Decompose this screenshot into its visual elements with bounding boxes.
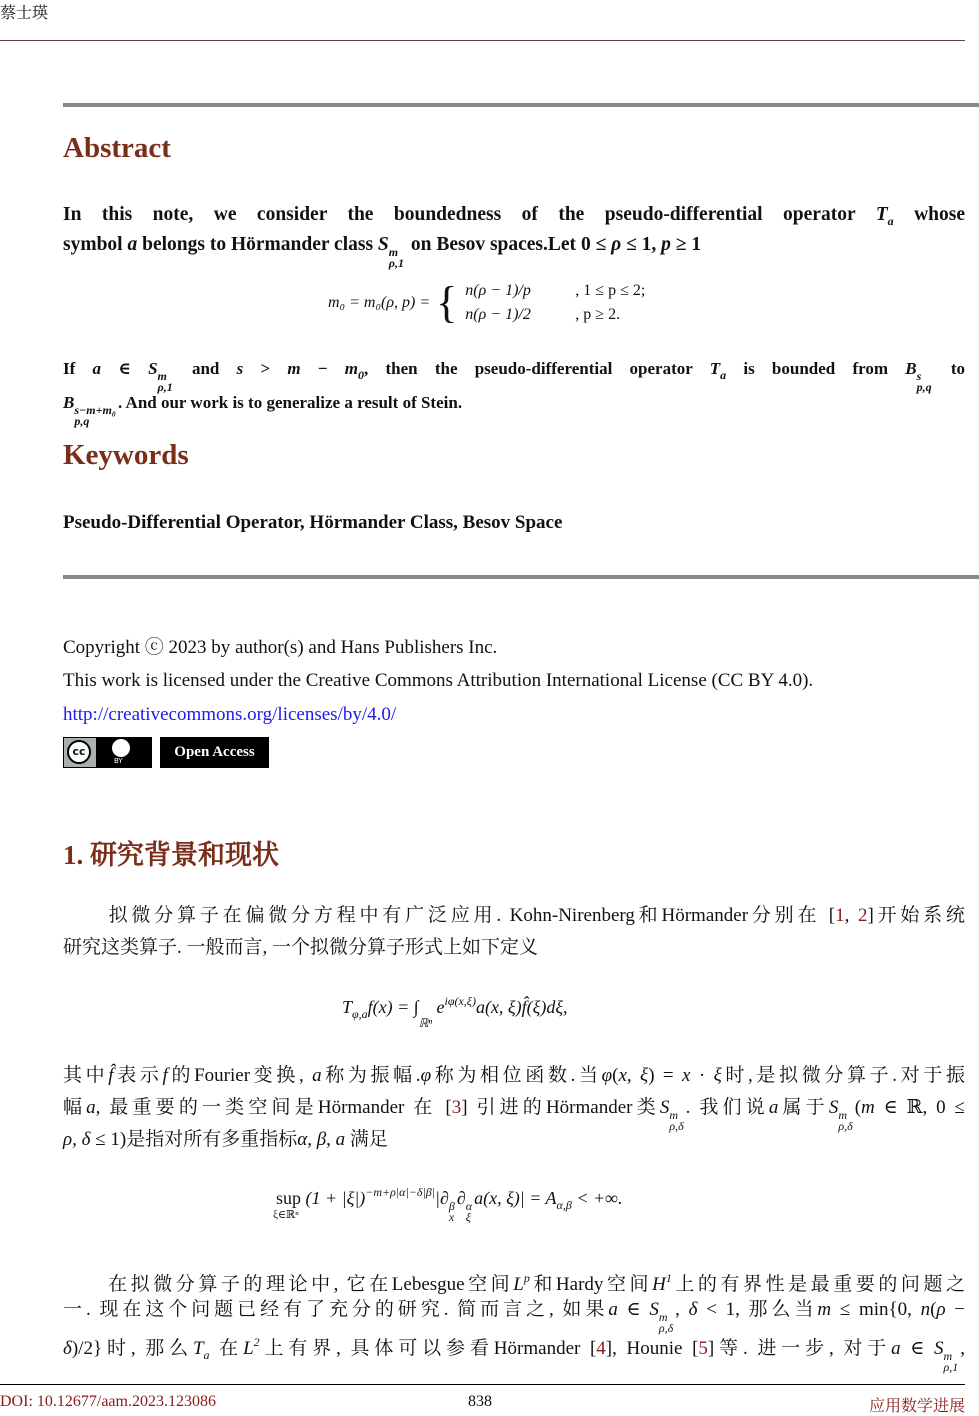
math-text: a	[127, 234, 138, 255]
body-line	[63, 935, 965, 961]
text-run: ≤ min{0,	[831, 1299, 921, 1320]
text-run: 一. 现在这个问题已经有了充分的研究. 简而言之, 如果	[63, 1299, 609, 1320]
script-text: ρ,1	[943, 1360, 959, 1374]
text-run: ) =	[648, 1065, 683, 1086]
equation-lhs: m₀ = m₀(ρ, p) =	[328, 294, 431, 311]
script-text: m	[157, 369, 167, 383]
math-text: L	[243, 1338, 254, 1359]
math-text: T	[192, 1338, 204, 1359]
citation-link[interactable]: 2	[857, 905, 868, 926]
keywords-text: Pseudo-Differential Operator, Hörmander Class, Besov Space	[63, 512, 563, 533]
math-text: a	[608, 1299, 618, 1320]
abstract-line	[63, 232, 965, 269]
math-script	[943, 1351, 958, 1373]
math-text: 0	[358, 368, 364, 382]
text-run: ·	[690, 1065, 714, 1086]
math-text: p	[661, 234, 671, 255]
text-run: < 1, 那么当	[697, 1299, 818, 1320]
footer-doi[interactable]: DOI: 10.12677/aam.2023.123086	[0, 1393, 216, 1410]
math-text: p	[523, 1271, 530, 1285]
math-text: B	[63, 393, 75, 412]
script-text: m	[943, 1349, 953, 1363]
section-heading: 1. 研究背景和现状	[63, 840, 279, 870]
math-text: 0 ≤	[580, 234, 612, 255]
math-text: n	[920, 1299, 931, 1320]
text-run: 满足	[345, 1129, 388, 1150]
text-run: 研究这类算子. 一般而言, 一个拟微分算子形式上如下定义	[63, 937, 539, 958]
text-run: to	[933, 359, 966, 378]
math-text: ≤ 1,	[621, 234, 662, 255]
math-text: S	[377, 234, 389, 255]
math-text: a	[335, 1129, 346, 1150]
text-run: ], Hounie [	[605, 1338, 699, 1359]
footer-page-number: 838	[468, 1393, 492, 1410]
text-run: If	[63, 359, 93, 378]
cc-by-badge[interactable]	[63, 737, 152, 768]
bottom-rule	[63, 575, 979, 579]
text-run: . And our work is to generalize a result of Stein.	[117, 393, 463, 412]
header-rule	[0, 40, 965, 41]
case-cond: , 1 ≤ p ≤ 2;	[575, 282, 646, 299]
text-run: ∈	[101, 359, 149, 378]
case-expr: n(ρ − 1)/p	[465, 282, 531, 299]
text-run: −	[945, 1299, 965, 1320]
text-run: ,	[844, 905, 858, 926]
person-icon	[112, 739, 130, 757]
brace: {	[436, 278, 458, 327]
math-text: H	[652, 1274, 666, 1295]
text-run: belongs to Hörmander class	[137, 234, 378, 255]
math-text: a	[720, 368, 727, 382]
math-text: T	[709, 359, 721, 378]
text-run: 上有界, 具体可以参看Hörmander [	[259, 1338, 597, 1359]
by-label: BY	[114, 757, 123, 765]
text-run: 和Hardy空间	[529, 1274, 653, 1295]
math-text: x, ξ	[618, 1065, 649, 1086]
script-text: m	[388, 245, 399, 259]
math-text: δ	[63, 1338, 72, 1359]
math-text: a	[887, 214, 894, 228]
case-cond: , p ≥ 2.	[575, 306, 621, 323]
math-text: φ	[601, 1065, 613, 1086]
body-line	[63, 1329, 965, 1373]
text-run: )/2}时, 那么	[71, 1338, 193, 1359]
math-text: f̂	[108, 1065, 114, 1086]
text-run: (	[854, 1097, 862, 1118]
text-run: on Besov spaces.Let	[405, 234, 581, 255]
text-run: is bounded from	[726, 359, 906, 378]
math-text: T	[875, 204, 888, 225]
math-text: a	[86, 1097, 96, 1118]
body-line	[63, 1063, 965, 1089]
script-text: ρ,1	[157, 380, 173, 394]
top-rule	[63, 103, 979, 107]
script-text: m	[838, 1108, 848, 1122]
math-text: α, β	[297, 1129, 327, 1150]
script-text: ρ,1	[388, 256, 404, 270]
text-run: (	[612, 1065, 619, 1086]
math-text: S	[828, 1097, 839, 1118]
script-text: m	[658, 1310, 668, 1324]
text-run: ∈ ℝ, 0 ≤	[874, 1097, 965, 1118]
script-text: ρ,δ	[838, 1119, 853, 1133]
body-line	[63, 903, 965, 929]
text-run: 拟微分算子在偏微分方程中有广泛应用. Kohn-Nirenberg和Hörmander分别在 [	[63, 905, 836, 926]
text-run: 的Fourier变换,	[167, 1065, 313, 1086]
math-text: a	[92, 359, 102, 378]
abstract-line	[63, 356, 965, 393]
script-text: p,q	[74, 414, 90, 428]
math-text: ρ	[936, 1299, 946, 1320]
math-text: a	[203, 1348, 210, 1362]
script-text: m	[669, 1108, 678, 1122]
math-text: L	[513, 1274, 524, 1295]
text-run: , 最重要的一类空间是Hörmander 在 [	[95, 1097, 452, 1118]
body-line	[63, 1127, 965, 1153]
license-line: This work is licensed under the Creative Commons Attribution International License (CC BY 4.0).	[63, 670, 814, 691]
text-run: ]开始系统	[867, 905, 966, 926]
math-text: ξ	[713, 1065, 722, 1086]
text-run: ,	[960, 1338, 965, 1359]
text-run: ] 引进的Hörmander类	[461, 1097, 660, 1118]
abstract-line	[63, 390, 965, 427]
text-run: ∈	[617, 1299, 650, 1320]
math-text: m	[817, 1299, 832, 1320]
text-run: ∈	[900, 1338, 934, 1359]
math-text: m	[287, 359, 301, 378]
text-run: . 我们说	[685, 1097, 769, 1118]
body-line	[63, 1265, 965, 1298]
math-text: m	[861, 1097, 875, 1118]
text-run: In this note, we consider the boundedness of the pseudo-differential operator	[63, 204, 876, 225]
symbol-class-equation: sup ξ∈ℝⁿ $(1 + |\xi|)^{-m+\rho|\alpha|-\delta|\beta|}|\partial$ β x ∂ α ξ a(x, $\xi)| = A_{\alpha,\beta}$ < +∞.	[273, 1185, 623, 1224]
text-run: ≤ 1)是指对所有多重指标	[90, 1129, 298, 1150]
abstract-heading: Abstract	[63, 132, 171, 164]
citation-link[interactable]: 1	[835, 905, 845, 926]
citation-link[interactable]: 5	[698, 1338, 708, 1359]
cc-icon: cc	[67, 740, 91, 764]
math-text: ≥ 1	[670, 234, 702, 255]
math-text: 1	[665, 1271, 672, 1285]
copyright-line: Copyright ⓒ 2023 by author(s) and Hans Publishers Inc.	[63, 637, 498, 658]
text-run: 其中	[63, 1065, 109, 1086]
math-text: 2	[253, 1335, 260, 1349]
math-text: ρ, δ	[63, 1129, 91, 1150]
script-text: ρ,δ	[658, 1321, 674, 1335]
math-script	[74, 405, 116, 427]
citation-link[interactable]: 4	[596, 1338, 606, 1359]
script-text: ρ,δ	[669, 1119, 684, 1133]
math-text: ρ	[611, 234, 622, 255]
math-text: x	[682, 1065, 691, 1086]
text-run: 称为振幅.	[321, 1065, 421, 1086]
citation-link[interactable]: 3	[451, 1097, 462, 1118]
math-text: S	[649, 1299, 659, 1320]
math-text: S	[933, 1338, 944, 1359]
text-run: whose	[893, 204, 965, 225]
math-text: f	[162, 1065, 168, 1086]
math-text: a	[312, 1065, 322, 1086]
text-run: ,	[675, 1299, 689, 1320]
footer-journal: 应用数学进展	[868, 1398, 965, 1415]
text-run: 在	[209, 1338, 244, 1359]
text-run: 在拟微分算子的理论中, 它在Lebesgue空间	[63, 1274, 514, 1295]
abstract-equation	[328, 278, 646, 327]
text-run: 幅	[63, 1097, 87, 1118]
definition-equation: $T_{\varphi,a}f(x) = \int_{ℝ^n}$ $e^{i\varphi(x,\xi)}a(x$, ξ)f̂(ξ)dξ,	[342, 994, 568, 1030]
text-run: symbol	[63, 234, 128, 255]
text-run: >	[243, 359, 288, 378]
open-access-badge[interactable]: Open Access	[160, 737, 269, 768]
case-expr: n(ρ − 1)/2	[465, 306, 531, 323]
running-header-author: 蔡士瑛	[0, 5, 49, 22]
math-script	[389, 247, 404, 269]
math-text: B	[905, 359, 917, 378]
math-text: S	[148, 359, 158, 378]
footer-rule	[0, 1384, 965, 1385]
keywords-heading: Keywords	[63, 439, 189, 471]
text-run: 上的有界性是最重要的问题之	[671, 1274, 965, 1295]
math-text: φ	[420, 1065, 432, 1086]
text-run: ]等. 进一步, 对于	[707, 1338, 892, 1359]
text-run: , then the pseudo-differential operator	[364, 359, 710, 378]
script-text: s−m+m₀	[74, 403, 116, 417]
abstract-line	[63, 202, 965, 234]
license-link[interactable]: http://creativecommons.org/licenses/by/4.0/	[63, 704, 397, 725]
text-run: and	[174, 359, 237, 378]
text-run: 称为相位函数.当	[431, 1065, 602, 1086]
text-run: (	[930, 1299, 937, 1320]
math-text: a	[768, 1097, 779, 1118]
math-text: δ	[688, 1299, 698, 1320]
math-text: S	[659, 1097, 670, 1118]
math-text: a	[891, 1338, 901, 1359]
text-run: 表示	[113, 1065, 163, 1086]
script-text: p,q	[916, 380, 932, 394]
text-run: 时,是拟微分算子.对于振	[721, 1065, 965, 1086]
math-text: s	[236, 359, 244, 378]
text-run: −	[300, 359, 345, 378]
math-text: m	[344, 359, 358, 378]
text-run: ,	[326, 1129, 336, 1150]
text-run: 属于	[778, 1097, 829, 1118]
script-text: s	[916, 369, 922, 383]
